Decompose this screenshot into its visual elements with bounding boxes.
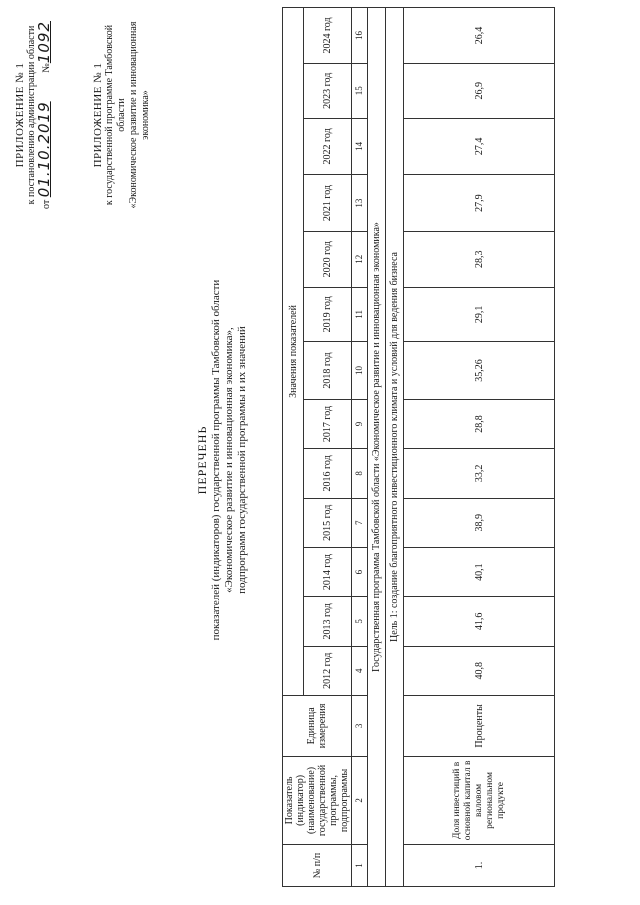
table-row bbox=[404, 8, 555, 887]
column-number: 9 bbox=[352, 399, 368, 448]
col-indicator-header: Показатель (индикатор) (наименование) государственной программы, подпрограммы bbox=[283, 756, 352, 844]
column-number: 12 bbox=[352, 231, 368, 287]
column-number: 3 bbox=[352, 695, 368, 756]
number-prefix: №1092 bbox=[35, 21, 53, 73]
value-cell: 29,1 bbox=[404, 287, 555, 342]
column-number: 4 bbox=[352, 646, 368, 695]
appendix-decree bbox=[14, 15, 53, 215]
column-number: 10 bbox=[352, 342, 368, 400]
appendix-program bbox=[92, 15, 152, 215]
year-header: 2024 год bbox=[304, 8, 352, 64]
program-title-cell: Государственная программа Тамбовской области «Экономическое развитие и инновационная экономика» bbox=[368, 8, 386, 887]
column-number: 8 bbox=[352, 449, 368, 498]
column-number: 15 bbox=[352, 63, 368, 118]
column-numbers-row bbox=[352, 8, 368, 887]
appendix-decree-title: ПРИЛОЖЕНИЕ № 1 bbox=[14, 62, 26, 168]
year-header: 2018 год bbox=[304, 342, 352, 400]
goal-title-cell: Цель 1: создание благоприятного инвестиционного климата и условий для ведения бизнеса bbox=[386, 8, 404, 887]
year-header: 2017 год bbox=[304, 399, 352, 448]
row-unit: Проценты bbox=[404, 695, 555, 756]
year-header: 2023 год bbox=[304, 63, 352, 118]
column-number: 6 bbox=[352, 547, 368, 596]
handwritten-date: 01.10.2019 bbox=[35, 101, 53, 198]
value-cell: 26,9 bbox=[404, 63, 555, 118]
heading-line1: показателей (индикаторов) государственной программы Тамбовской области bbox=[210, 279, 222, 641]
value-cell: 27,9 bbox=[404, 175, 555, 232]
column-number: 7 bbox=[352, 498, 368, 547]
col-num-header: № п/п bbox=[283, 845, 352, 887]
indicators-table bbox=[282, 7, 555, 887]
goal-row bbox=[386, 8, 404, 887]
column-number: 11 bbox=[352, 287, 368, 342]
values-header: Значения показателей bbox=[283, 8, 304, 696]
appendix-program-line2: «Экономическое развитие и инновационная экономика» bbox=[128, 21, 151, 209]
value-cell: 40,8 bbox=[404, 646, 555, 695]
year-header: 2020 год bbox=[304, 231, 352, 287]
row-number: 1. bbox=[404, 845, 555, 887]
column-number: 16 bbox=[352, 8, 368, 64]
heading-line2: «Экономическое развитие и инновационная экономика», bbox=[223, 327, 235, 593]
appendix-program-line1: к государственной программе Тамбовской области bbox=[104, 24, 127, 206]
handwritten-number: 1092 bbox=[35, 21, 53, 64]
year-header: 2015 год bbox=[304, 498, 352, 547]
value-cell: 40,1 bbox=[404, 547, 555, 596]
col-unit-header: Единица измерения bbox=[283, 695, 352, 756]
appendix-decree-line: к постановлению администрации области bbox=[26, 25, 37, 205]
year-header: 2022 год bbox=[304, 118, 352, 175]
row-indicator: Доля инвестиций в основной капитал в валовом региональном продукте bbox=[404, 756, 555, 844]
appendix-program-title: ПРИЛОЖЕНИЕ № 1 bbox=[92, 62, 104, 168]
value-cell: 35,26 bbox=[404, 342, 555, 400]
value-cell: 33,2 bbox=[404, 449, 555, 498]
program-row bbox=[368, 8, 386, 887]
value-cell: 38,9 bbox=[404, 498, 555, 547]
year-header: 2016 год bbox=[304, 449, 352, 498]
column-number: 14 bbox=[352, 118, 368, 175]
appendix-decree-date-row bbox=[35, 15, 53, 215]
year-header: 2019 год bbox=[304, 287, 352, 342]
column-number: 2 bbox=[352, 756, 368, 844]
year-header: 2012 год bbox=[304, 646, 352, 695]
year-header: 2013 год bbox=[304, 597, 352, 646]
header-row bbox=[283, 8, 304, 887]
column-number: 13 bbox=[352, 175, 368, 232]
column-number: 5 bbox=[352, 597, 368, 646]
document-title: ПЕРЕЧЕНЬ bbox=[195, 425, 209, 495]
year-header: 2014 год bbox=[304, 547, 352, 596]
column-number: 1 bbox=[352, 845, 368, 887]
document-heading bbox=[196, 225, 249, 695]
year-header: 2021 год bbox=[304, 175, 352, 232]
value-cell: 27,4 bbox=[404, 118, 555, 175]
value-cell: 41,6 bbox=[404, 597, 555, 646]
value-cell: 28,3 bbox=[404, 231, 555, 287]
date-prefix: от 01.10.2019 bbox=[35, 101, 53, 209]
value-cell: 28,8 bbox=[404, 399, 555, 448]
value-cell: 26,4 bbox=[404, 8, 555, 64]
heading-line3: подпрограмм государственной программы и их значений bbox=[236, 326, 248, 594]
